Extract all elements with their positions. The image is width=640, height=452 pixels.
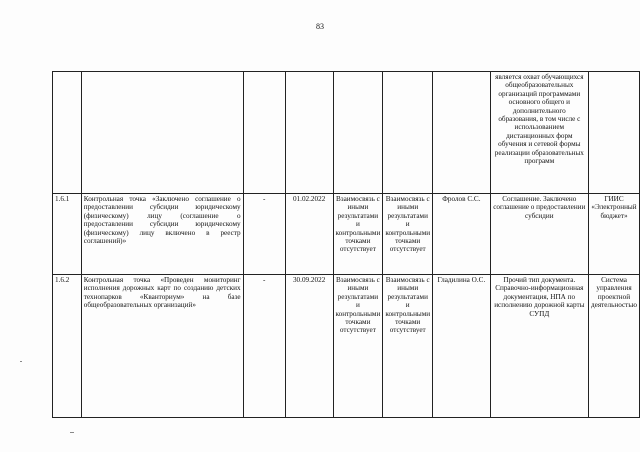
row-number: 1.6.2 [53, 275, 82, 418]
start-date: - [243, 194, 285, 275]
scan-artifact [20, 361, 22, 362]
document-type: Прочий тип документа. Справочно-информационная документация, НПА по исполнению дорожной карты СУПД [490, 275, 588, 418]
table-row [53, 194, 640, 275]
scan-artifact [70, 432, 74, 433]
successor-relation: Взаимосвязь с иными результатами и контрольными точками отсутствует [383, 275, 433, 418]
table-row [53, 275, 640, 418]
start-date: - [243, 275, 285, 418]
information-system: ГИИС «Электронный бюджет» [589, 194, 640, 275]
page-number: 83 [316, 22, 324, 31]
control-points-table [52, 71, 640, 418]
control-point-name: Контрольная точка «Проведен мониторинг исполнения дорожных карт по созданию детских технопарков «Кванториум» на базе общеобразовательных организаций» [81, 275, 243, 418]
responsible-person: Фролов С.С. [433, 194, 491, 275]
result-cell: является охват обучающихся общеобразовательных организаций программами основного общего и дополнительного образования, в том числе с использованием дистанционных форм обучения и сетевой формы реализации образовательных программ [490, 72, 588, 194]
control-point-name: Контрольная точка «Заключено соглашение о предоставлении субсидии юридическому (физическому) лицу (соглашение о предоставлении субсидии юридическому (физическому) лицу включено в реестр соглашений)» [81, 194, 243, 275]
predecessor-relation: Взаимосвязь с иными результатами и контрольными точками отсутствует [333, 275, 383, 418]
predecessor-relation: Взаимосвязь с иными результатами и контрольными точками отсутствует [333, 194, 383, 275]
responsible-person: Гладилина О.С. [433, 275, 491, 418]
information-system: Система управления проектной деятельностью [589, 275, 640, 418]
row-number: 1.6.1 [53, 194, 82, 275]
end-date: 01.02.2022 [285, 194, 333, 275]
successor-relation: Взаимосвязь с иными результатами и контрольными точками отсутствует [383, 194, 433, 275]
table-row [53, 72, 640, 194]
document-type: Соглашение. Заключено соглашение о предоставлении субсидии [490, 194, 588, 275]
end-date: 30.09.2022 [285, 275, 333, 418]
